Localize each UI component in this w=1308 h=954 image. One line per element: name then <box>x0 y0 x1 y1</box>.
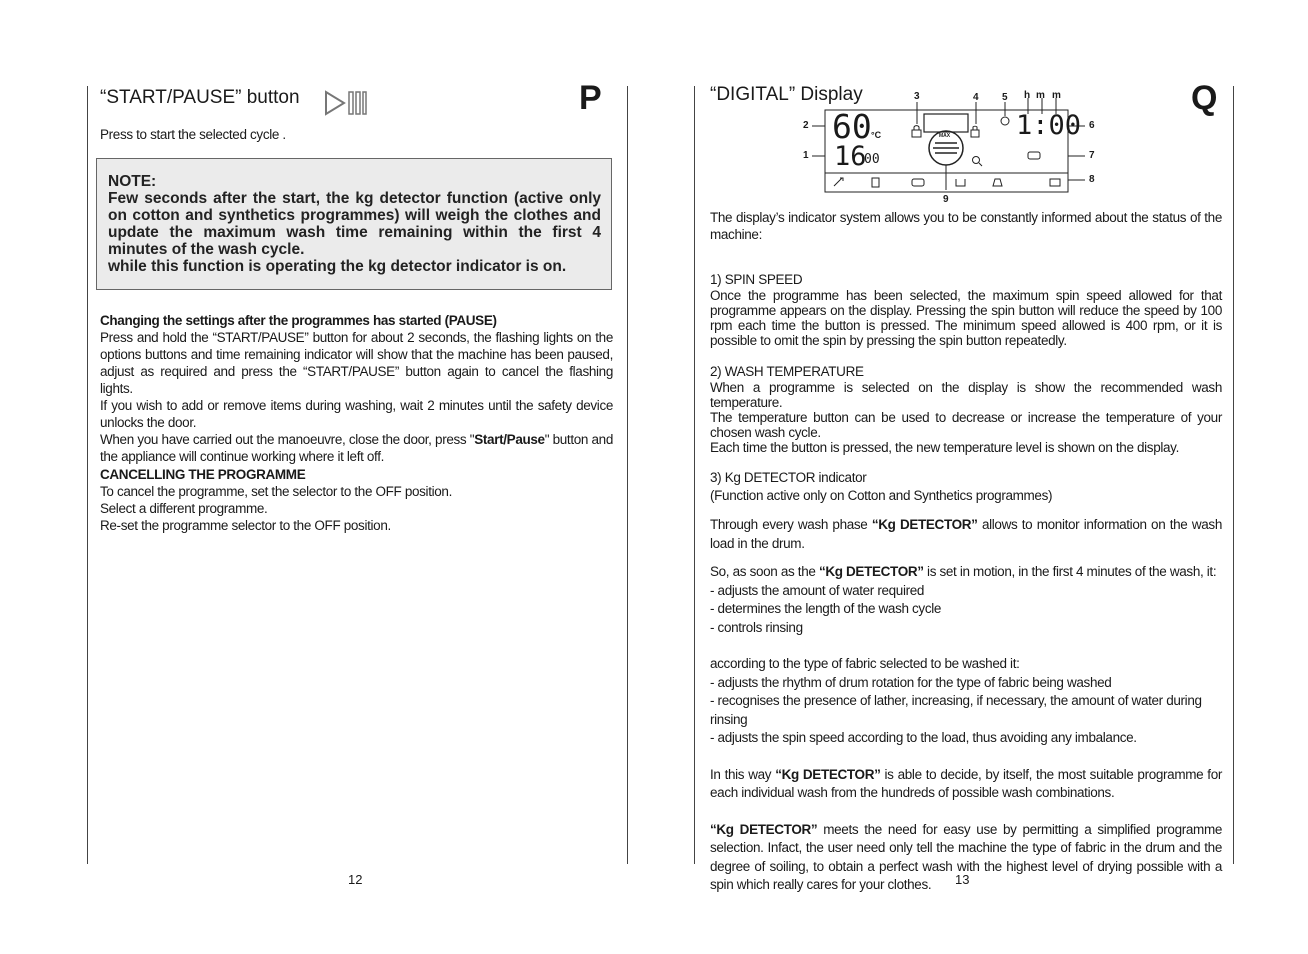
spin-readout: 16 <box>834 141 867 172</box>
kg-p4: In this way “Kg DETECTOR” is able to decide, by itself, the most suitable programme for each individual wash from the hundreds of possible wash combinations. <box>710 766 1223 800</box>
cancel-line: Select a different programme. <box>100 501 268 516</box>
list-item: - controls rinsing <box>710 619 803 635</box>
kg-list-1 <box>710 582 1222 638</box>
pause-p2: If you wish to add or remove items during washing, wait 2 minutes until the safety device unlocks the door. <box>100 398 613 430</box>
cancel-line: To cancel the programme, set the selector to the OFF position. <box>100 484 452 499</box>
callout-2: 2 <box>803 120 809 131</box>
max-label: MAX <box>939 133 951 139</box>
page-number-left: 12 <box>348 872 363 887</box>
pause-p1: Press and hold the “START/PAUSE” button for about 2 seconds, the flashing lights on the options buttons and time remaining indicator will show that the machine has been paused, adjust as required and press the “START/PAUSE” button again to cancel the flashing lights. <box>100 330 613 396</box>
right-body-text <box>710 209 1222 895</box>
spin-speed-heading: 1) SPIN SPEED <box>710 272 803 287</box>
kg-p3: according to the type of fabric selected to be washed it: <box>710 656 1020 671</box>
note-body: Few seconds after the start, the kg detector function (active only on cotton and synthetics programmes) will weigh the clothes and update the maximum wash time remaining within the first 4 minutes of the wash cycle. <box>108 190 601 258</box>
temperature-readout: 60 <box>832 107 872 146</box>
start-intro: Press to start the selected cycle . <box>100 127 286 142</box>
left-page-right-rule <box>627 86 628 864</box>
callout-m: m <box>1036 90 1045 101</box>
callout-5: 5 <box>1002 92 1008 103</box>
right-margin-rule <box>1233 86 1234 864</box>
kg-sub: (Function active only on Cotton and Synthetics programmes) <box>710 488 1053 503</box>
pause-heading: Changing the settings after the programmes has started (PAUSE) <box>100 313 497 328</box>
list-item: - adjusts the rhythm of drum rotation for the type of fabric being washed <box>710 674 1112 690</box>
kg-list-2 <box>710 674 1222 748</box>
callout-3: 3 <box>914 91 920 102</box>
wash-temp-l1: When a programme is selected on the display is show the recommended wash temperature. <box>710 380 1222 410</box>
display-intro: The display’s indicator system allows you to be constantly informed about the status of the machine: <box>710 210 1222 242</box>
cancel-line: Re-set the programme selector to the OFF position. <box>100 518 391 533</box>
callout-h: h <box>1024 90 1031 101</box>
temperature-unit: °C <box>871 130 882 140</box>
right-page-left-rule <box>694 86 695 864</box>
callout-9: 9 <box>943 194 949 205</box>
callout-4: 4 <box>973 92 979 103</box>
kg-heading: 3) Kg DETECTOR indicator <box>710 470 867 485</box>
wash-temp-heading: 2) WASH TEMPERATURE <box>710 364 864 379</box>
kg-p2: So, as soon as the “Kg DETECTOR” is set in motion, in the first 4 minutes of the wash, it: <box>710 564 1217 579</box>
note-heading: NOTE: <box>108 173 157 190</box>
list-item: - adjusts the spin speed according to the load, thus avoiding any imbalance. <box>710 730 1137 745</box>
cancel-section <box>100 466 613 534</box>
right-page-title: “DIGITAL” Display <box>710 84 863 105</box>
list-item: - determines the length of the wash cycle <box>710 601 942 616</box>
play-pause-icon <box>324 88 368 118</box>
spin-speed-body: Once the programme has been selected, the maximum spin speed allowed for that programme appears on the display. Pressing the spin button will reduce the speed by 100 rpm each time the button is pressed. The minimum speed allowed is 400 rpm, or it is possible to omit the spin by pressing the spin button repeatedly. <box>710 288 1222 348</box>
list-item: - recognises the presence of lather, increasing, if necessary, the amount of water during rinsing <box>710 693 1202 727</box>
pause-p3: When you have carried out the manoeuvre, close the door, press "Start/Pause" button and the appliance will continue working where it left off. <box>100 432 613 464</box>
cancel-heading: CANCELLING THE PROGRAMME <box>100 467 306 482</box>
callout-1: 1 <box>803 150 809 161</box>
wash-temp-l3: Each time the button is pressed, the new temperature level is shown on the display. <box>710 440 1179 455</box>
kg-p5: “Kg DETECTOR” meets the need for easy use by permitting a simplified programme selection. Infact, the user need only tell the machine the type of fabric in the drum and the degree of soiling, to obtain a perfect wash with the highest level of drying possible with a spin which really cares for your clothes. <box>710 821 1223 892</box>
section-letter-p: P <box>579 79 602 117</box>
callout-8: 8 <box>1089 174 1095 185</box>
spin-suffix: 00 <box>864 152 880 167</box>
digital-display-diagram <box>800 88 1100 206</box>
note-line2: while this function is operating the kg detector indicator is on. <box>108 258 567 275</box>
left-page-title: “START/PAUSE” button <box>100 87 300 108</box>
callout-6: 6 <box>1089 120 1095 131</box>
list-item: - adjusts the amount of water required <box>710 582 925 598</box>
time-readout: 1:00 <box>1016 110 1082 141</box>
page-number-right: 13 <box>955 872 970 887</box>
kg-p1: Through every wash phase “Kg DETECTOR” allows to monitor information on the wash load in the drum. <box>710 517 1222 551</box>
callout-7: 7 <box>1089 150 1095 161</box>
pause-section <box>100 312 613 465</box>
wash-temp-l2: The temperature button can be used to decrease or increase the temperature of your chosen wash cycle. <box>710 410 1222 440</box>
note-box <box>96 158 612 290</box>
left-margin-rule <box>87 86 88 864</box>
section-letter-q: Q <box>1191 79 1218 117</box>
callout-m: m <box>1052 90 1061 101</box>
